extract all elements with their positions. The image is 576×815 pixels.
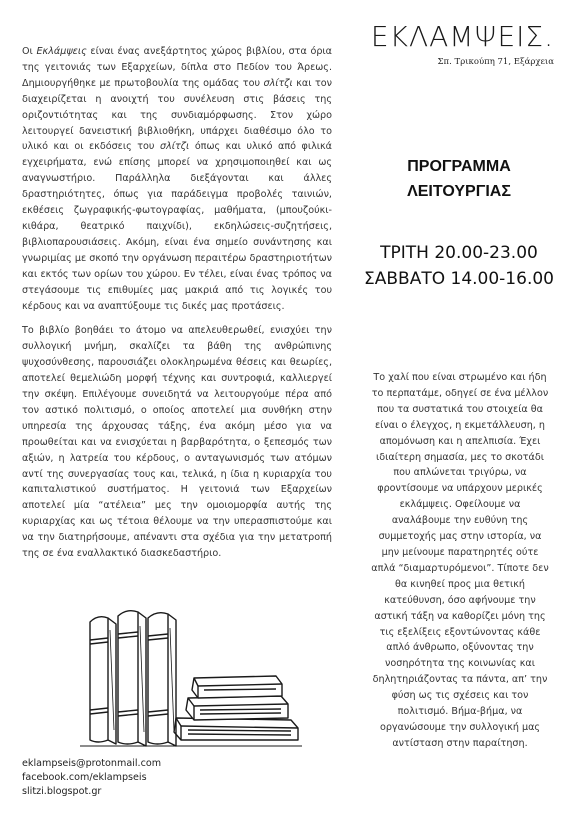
opening-hours [356, 240, 562, 292]
facebook-link[interactable]: facebook.com/eklampseis [22, 772, 147, 783]
blog-link[interactable]: slitzi.blogspot.gr [22, 786, 102, 797]
hours-saturday: ΣΑΒΒΑΤΟ 14.00-16.00 [364, 269, 554, 289]
intro-text-d: όπως και υλικό από φιλικά εγχειρήματα, ενώ επίσης μπορεί να χρησιμοποιηθεί και ως αναγνωστήριο. Παράλληλα διεξάγονται και άλλες δραστηριότητες, όπως για παράδειγμα προβολές ταινιών, εκθέσεις ζωγραφικής-φωτογραφίας, μαθήματα, (μπουζούκι-κιθάρα, θεατρικό παιχνίδι), εκδηλώσεις-συζητήσεις, βιβλιοπαρουσιάσεις. Ακόμη, είναι ένα σημείο συνάντησης και γνωριμίας με σκοπό την οργάνωση περαιτέρω δραστηριοτήτων και εκτός των ορίων του χώρου. Εν τέλει, είναι ένας τρόπος να στεγάσουμε τις επιθυμίες μας μακριά από τις λογικές του κέρδους και να αναπτύξουμε τις δικές μας προτάσεις. [22, 141, 332, 312]
intro-emphasis-eklampseis: Εκλάμψεις [36, 46, 87, 57]
books-illustration [76, 600, 306, 750]
left-column [22, 44, 332, 562]
right-column [370, 370, 550, 752]
intro-paragraph [22, 44, 332, 314]
call-to-action-paragraph: Το χαλί που είναι στρωμένο και ήδη το περπατάμε, οδηγεί σε ένα μέλλον που τα συστατικά του στοιχεία θα είναι ο έλεγχος, η εκμετάλλευση, η απομόνωση και η απελπισία. Έχει ιδιαίτερη σημασία, μες το σκοτάδι που απλώνεται τριγύρω, να φροντίσουμε να υπάρχουν μερικές εκλάμψεις. Οφείλουμε να αναλάβουμε την ευθύνη της συμμετοχής μας στην ιστορία, να μην μείνουμε παρατηρητές ούτε απλά “διαμαρτυρόμενοι”. Τίποτε δεν θα κινηθεί προς μια θετική κατεύθυνση, όσο αφήνουμε την αστική τάξη να καθορίζει μόνη της τις εξελίξεις εξοντώνοντας κάθε απλό άνθρωπο, οξύνοντας την νοσηρότητα της κοινωνίας και δηλητηριάζοντας τα πάντα, απ’ την φύση ως τις σχέσεις και τον πολιτισμό. Βήμα-βήμα, να οργανώσουμε την συλλογική μας αντίσταση στην παραίτηση. [371, 372, 549, 749]
book-paragraph: Το βιβλίο βοηθάει το άτομο να απελευθερωθεί, ενισχύει την συλλογική μνήμη, σκαλίζει τα βάθη της ανθρώπινης ψυχοσύνθεσης, παρουσιάζει ολοκληρωμένα θέσεις και θεωρίες, αποτελεί θεμελιώδη μορφή τέχνης και συντροφιά, καλλιεργεί την σκέψη. Επιλέγουμε συνειδητά να λειτουργούμε πέρα από τον αστικό πολιτισμό, ο οποίος αποτελεί μια συνθήκη στην υπηρεσία της άρχουσας τάξης, ένα ακόμη μέσο για να προωθείται και να ενισχύεται η βαρβαρότητα, ο ξεπεσμός των αξιών, η λατρεία του κέρδους, ο ανταγωνισμός των ατόμων αντί της συνεργασίας τους και, τελικά, η ίδια η κυριαρχία του καπιταλιστικού συστήματος. Η γειτονιά των Εξαρχείων αποτελεί μία “ατέλεια” μες την ομοιομορφία αυτής της κυριαρχίας και ως τέτοια θέλουμε να την υπερασπιστούμε και να την διατηρήσουμε, απέναντι στα σχέδια για την μετατροπή της σε ένα εναλλακτικό διασκεδαστήριο. [22, 325, 332, 560]
program-heading-line2: ΛΕΙΤΟΥΡΓΙΑΣ [407, 183, 511, 200]
hours-tuesday: ΤΡΙΤΗ 20.00-23.00 [380, 243, 538, 263]
venue-address: Σπ. Τρικούπη 71, Εξάρχεια [437, 57, 554, 67]
program-heading [364, 154, 554, 204]
email-link[interactable]: eklampseis@protonmail.com [22, 758, 162, 769]
contact-info [22, 757, 322, 799]
intro-text-b: είναι ένας ανεξάρτητος χώρος βιβλίου, στα όρια της γειτονιάς των Εξαρχείων, δίπλα στο Πεδίον του Άρεως. Δημιουργήθηκε με πρωτοβουλία της ομάδας του [22, 46, 332, 89]
intro-emphasis-slitzi: σλίτζι [263, 77, 293, 89]
intro-text-a: Οι [22, 46, 37, 57]
program-heading-line1: ΠΡΟΓΡΑΜΜΑ [407, 158, 511, 175]
intro-text-c: και τον διαχειρίζεται η ανοιχτή του συνέλευση στις βάσεις της οριζοντιότητας και της συνδιαμόρφωσης. Στον χώρο λειτουργεί δανειστική βιβλιοθήκη, υπάρχει διαθέσιμο όλο το υλικό και οι εκδόσεις του [22, 77, 332, 153]
venue-title: ΕΚΛΑΜΨΕΙΣ. [370, 20, 554, 53]
intro-emphasis-slitzi-2: σλίτζι [160, 141, 190, 153]
